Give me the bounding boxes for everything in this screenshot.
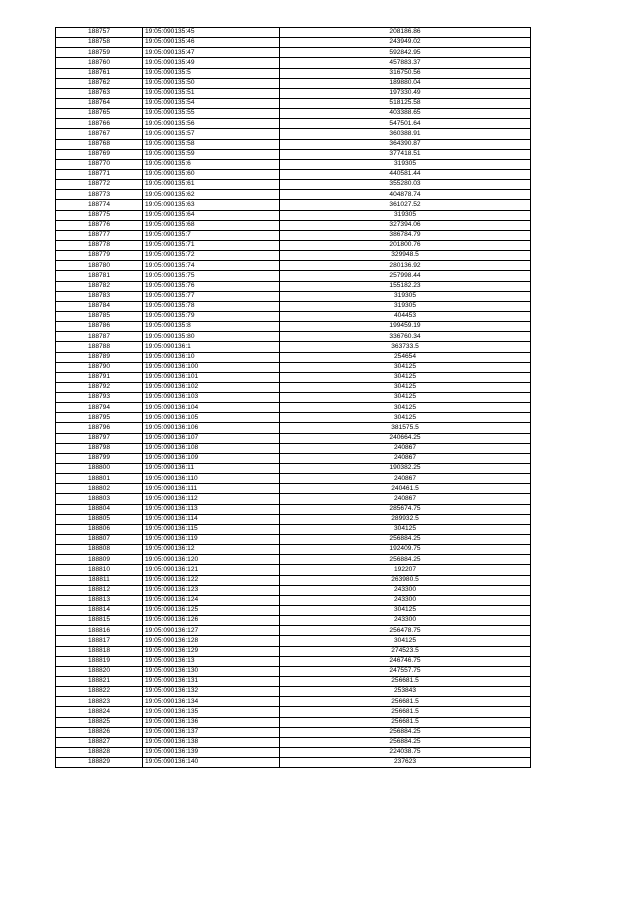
- cell-cadastral-number: 19:05:090135:77: [143, 291, 280, 301]
- cell-id: 188773: [56, 190, 143, 200]
- table-row: [56, 494, 531, 504]
- cell-cadastral-number: 19:05:090135:79: [143, 311, 280, 321]
- cell-id: 188796: [56, 423, 143, 433]
- cell-value: 304125: [280, 636, 531, 646]
- cell-cadastral-number: 19:05:090136:108: [143, 443, 280, 453]
- cell-cadastral-number: 19:05:090136:123: [143, 585, 280, 595]
- table-row: [56, 352, 531, 362]
- table-row: [56, 291, 531, 301]
- cell-cadastral-number: 19:05:090136:119: [143, 535, 280, 545]
- cell-value: 360388.91: [280, 129, 531, 139]
- table-row: [56, 595, 531, 605]
- cell-id: 188819: [56, 656, 143, 666]
- cell-value: 386784.79: [280, 230, 531, 240]
- cell-cadastral-number: 19:05:090136:125: [143, 606, 280, 616]
- table-row: [56, 78, 531, 88]
- cell-id: 188778: [56, 240, 143, 250]
- cell-cadastral-number: 19:05:090135:8: [143, 322, 280, 332]
- cell-value: 240867: [280, 453, 531, 463]
- table-row: [56, 28, 531, 38]
- cell-value: 243300: [280, 616, 531, 626]
- cell-value: 547501.64: [280, 119, 531, 129]
- cell-value: 240867: [280, 494, 531, 504]
- cell-cadastral-number: 19:05:090136:102: [143, 382, 280, 392]
- cell-value: 254654: [280, 352, 531, 362]
- cell-id: 188812: [56, 585, 143, 595]
- cell-value: 197330.49: [280, 88, 531, 98]
- cell-value: 457883.37: [280, 58, 531, 68]
- table-row: [56, 656, 531, 666]
- cell-value: 319305: [280, 291, 531, 301]
- cell-id: 188806: [56, 524, 143, 534]
- cell-cadastral-number: 19:05:090136:107: [143, 433, 280, 443]
- cell-id: 188825: [56, 717, 143, 727]
- table-row: [56, 271, 531, 281]
- table-row: [56, 190, 531, 200]
- table-row: [56, 98, 531, 108]
- cell-cadastral-number: 19:05:090135:76: [143, 281, 280, 291]
- cell-cadastral-number: 19:05:090135:49: [143, 58, 280, 68]
- table-row: [56, 535, 531, 545]
- cell-id: 188827: [56, 737, 143, 747]
- table-row: [56, 514, 531, 524]
- cell-value: 404453: [280, 311, 531, 321]
- cell-id: 188786: [56, 322, 143, 332]
- cell-value: 253843: [280, 687, 531, 697]
- table-row: [56, 758, 531, 768]
- cell-value: 381575.5: [280, 423, 531, 433]
- cell-value: 404878.74: [280, 190, 531, 200]
- cell-value: 440581.44: [280, 169, 531, 179]
- cell-value: 263980.5: [280, 575, 531, 585]
- cell-cadastral-number: 19:05:090136:134: [143, 697, 280, 707]
- cell-cadastral-number: 19:05:090136:113: [143, 504, 280, 514]
- cell-id: 188777: [56, 230, 143, 240]
- cell-id: 188776: [56, 220, 143, 230]
- cell-cadastral-number: 19:05:090135:45: [143, 28, 280, 38]
- table-row: [56, 616, 531, 626]
- cell-value: 304125: [280, 393, 531, 403]
- table-row: [56, 443, 531, 453]
- cell-cadastral-number: 19:05:090135:63: [143, 200, 280, 210]
- cell-cadastral-number: 19:05:090136:104: [143, 403, 280, 413]
- cell-cadastral-number: 19:05:090136:13: [143, 656, 280, 666]
- cell-id: 188799: [56, 453, 143, 463]
- cell-cadastral-number: 19:05:090136:140: [143, 758, 280, 768]
- cell-cadastral-number: 19:05:090136:136: [143, 717, 280, 727]
- table-row: [56, 484, 531, 494]
- cell-value: 240461.5: [280, 484, 531, 494]
- cell-id: 188823: [56, 697, 143, 707]
- table-row: [56, 453, 531, 463]
- cell-cadastral-number: 19:05:090136:138: [143, 737, 280, 747]
- table-row: [56, 220, 531, 230]
- cell-value: 304125: [280, 382, 531, 392]
- cell-cadastral-number: 19:05:090136:122: [143, 575, 280, 585]
- table-row: [56, 372, 531, 382]
- table-row: [56, 149, 531, 159]
- table-row: [56, 646, 531, 656]
- cell-value: 377418.51: [280, 149, 531, 159]
- cell-cadastral-number: 19:05:090135:47: [143, 48, 280, 58]
- cell-cadastral-number: 19:05:090135:57: [143, 129, 280, 139]
- cell-value: 240867: [280, 474, 531, 484]
- cell-cadastral-number: 19:05:090136:10: [143, 352, 280, 362]
- cell-cadastral-number: 19:05:090135:51: [143, 88, 280, 98]
- cell-value: 256681.5: [280, 707, 531, 717]
- cell-id: 188791: [56, 372, 143, 382]
- table-row: [56, 322, 531, 332]
- table-row: [56, 545, 531, 555]
- cell-value: 319305: [280, 301, 531, 311]
- cell-id: 188818: [56, 646, 143, 656]
- table-row: [56, 747, 531, 757]
- cell-value: 304125: [280, 413, 531, 423]
- table-row: [56, 524, 531, 534]
- cell-id: 188826: [56, 727, 143, 737]
- table-row: [56, 332, 531, 342]
- cell-id: 188793: [56, 393, 143, 403]
- cell-id: 188817: [56, 636, 143, 646]
- cell-id: 188760: [56, 58, 143, 68]
- table-row: [56, 606, 531, 616]
- cell-value: 304125: [280, 372, 531, 382]
- table-row: [56, 159, 531, 169]
- cell-value: 246746.75: [280, 656, 531, 666]
- table-row: [56, 626, 531, 636]
- cell-value: 190382.25: [280, 464, 531, 474]
- table-row: [56, 707, 531, 717]
- cell-id: 188770: [56, 159, 143, 169]
- cell-value: 243949.02: [280, 38, 531, 48]
- cell-cadastral-number: 19:05:090135:5: [143, 68, 280, 78]
- cell-value: 319305: [280, 159, 531, 169]
- cell-cadastral-number: 19:05:090136:126: [143, 616, 280, 626]
- cell-id: 188775: [56, 210, 143, 220]
- cell-value: 256681.5: [280, 697, 531, 707]
- cell-cadastral-number: 19:05:090136:128: [143, 636, 280, 646]
- cell-cadastral-number: 19:05:090136:11: [143, 464, 280, 474]
- cell-id: 188810: [56, 565, 143, 575]
- cell-id: 188816: [56, 626, 143, 636]
- table-row: [56, 230, 531, 240]
- cell-id: 188780: [56, 261, 143, 271]
- table-row: [56, 565, 531, 575]
- cell-cadastral-number: 19:05:090136:12: [143, 545, 280, 555]
- cell-cadastral-number: 19:05:090136:1: [143, 342, 280, 352]
- cell-value: 363733.5: [280, 342, 531, 352]
- cell-cadastral-number: 19:05:090135:68: [143, 220, 280, 230]
- table-row: [56, 666, 531, 676]
- cell-id: 188794: [56, 403, 143, 413]
- cell-value: 247557.75: [280, 666, 531, 676]
- cell-cadastral-number: 19:05:090135:80: [143, 332, 280, 342]
- cell-id: 188785: [56, 311, 143, 321]
- table-row: [56, 717, 531, 727]
- cell-cadastral-number: 19:05:090136:129: [143, 646, 280, 656]
- cell-cadastral-number: 19:05:090136:137: [143, 727, 280, 737]
- table-row: [56, 737, 531, 747]
- table-row: [56, 311, 531, 321]
- cell-value: 240867: [280, 443, 531, 453]
- table-row: [56, 169, 531, 179]
- cell-value: 336760.34: [280, 332, 531, 342]
- cell-cadastral-number: 19:05:090136:111: [143, 484, 280, 494]
- cell-value: 361027.52: [280, 200, 531, 210]
- cell-id: 188782: [56, 281, 143, 291]
- cell-id: 188772: [56, 180, 143, 190]
- cell-value: 285674.75: [280, 504, 531, 514]
- cell-id: 188802: [56, 484, 143, 494]
- cell-cadastral-number: 19:05:090136:124: [143, 595, 280, 605]
- cell-cadastral-number: 19:05:090136:130: [143, 666, 280, 676]
- cell-id: 188763: [56, 88, 143, 98]
- cell-cadastral-number: 19:05:090136:106: [143, 423, 280, 433]
- cell-cadastral-number: 19:05:090135:71: [143, 240, 280, 250]
- cell-cadastral-number: 19:05:090136:131: [143, 677, 280, 687]
- cell-id: 188809: [56, 555, 143, 565]
- cell-cadastral-number: 19:05:090135:46: [143, 38, 280, 48]
- cell-value: 592842.95: [280, 48, 531, 58]
- cell-cadastral-number: 19:05:090135:60: [143, 169, 280, 179]
- cell-value: 256681.5: [280, 717, 531, 727]
- cell-cadastral-number: 19:05:090135:72: [143, 251, 280, 261]
- cell-id: 188768: [56, 139, 143, 149]
- cell-id: 188801: [56, 474, 143, 484]
- cell-value: 280136.92: [280, 261, 531, 271]
- cell-value: 155182.23: [280, 281, 531, 291]
- table-row: [56, 210, 531, 220]
- cell-id: 188795: [56, 413, 143, 423]
- table-row: [56, 88, 531, 98]
- cell-id: 188824: [56, 707, 143, 717]
- table-row: [56, 129, 531, 139]
- cell-id: 188829: [56, 758, 143, 768]
- cell-value: 201800.76: [280, 240, 531, 250]
- cell-id: 188820: [56, 666, 143, 676]
- cell-id: 188798: [56, 443, 143, 453]
- cell-id: 188765: [56, 109, 143, 119]
- cell-id: 188790: [56, 362, 143, 372]
- table-row: [56, 575, 531, 585]
- table-row: [56, 464, 531, 474]
- cell-id: 188822: [56, 687, 143, 697]
- table-row: [56, 474, 531, 484]
- cell-value: 403388.65: [280, 109, 531, 119]
- cell-id: 188811: [56, 575, 143, 585]
- cell-value: 256884.25: [280, 737, 531, 747]
- cell-id: 188771: [56, 169, 143, 179]
- cell-cadastral-number: 19:05:090136:114: [143, 514, 280, 524]
- table-row: [56, 119, 531, 129]
- cell-cadastral-number: 19:05:090136:115: [143, 524, 280, 534]
- table-row: [56, 697, 531, 707]
- cell-cadastral-number: 19:05:090136:132: [143, 687, 280, 697]
- table-row: [56, 58, 531, 68]
- cell-value: 257998.44: [280, 271, 531, 281]
- cell-id: 188797: [56, 433, 143, 443]
- cell-id: 188779: [56, 251, 143, 261]
- cell-id: 188813: [56, 595, 143, 605]
- cell-cadastral-number: 19:05:090136:100: [143, 362, 280, 372]
- cell-id: 188808: [56, 545, 143, 555]
- cell-id: 188821: [56, 677, 143, 687]
- table-row: [56, 403, 531, 413]
- cell-value: 192409.75: [280, 545, 531, 555]
- cell-cadastral-number: 19:05:090136:135: [143, 707, 280, 717]
- cell-value: 319305: [280, 210, 531, 220]
- cell-id: 188805: [56, 514, 143, 524]
- cell-cadastral-number: 19:05:090135:64: [143, 210, 280, 220]
- cell-id: 188767: [56, 129, 143, 139]
- cell-cadastral-number: 19:05:090135:54: [143, 98, 280, 108]
- cell-cadastral-number: 19:05:090135:59: [143, 149, 280, 159]
- cell-cadastral-number: 19:05:090135:75: [143, 271, 280, 281]
- cell-value: 304125: [280, 524, 531, 534]
- cell-value: 289932.5: [280, 514, 531, 524]
- cell-id: 188766: [56, 119, 143, 129]
- cell-id: 188774: [56, 200, 143, 210]
- cell-id: 188800: [56, 464, 143, 474]
- cell-id: 188758: [56, 38, 143, 48]
- cell-id: 188828: [56, 747, 143, 757]
- data-table: [55, 27, 531, 768]
- table-row: [56, 687, 531, 697]
- cell-value: 304125: [280, 403, 531, 413]
- cell-value: 256478.75: [280, 626, 531, 636]
- table-row: [56, 251, 531, 261]
- cell-id: 188803: [56, 494, 143, 504]
- cell-value: 274523.5: [280, 646, 531, 656]
- table-row: [56, 180, 531, 190]
- cell-id: 188769: [56, 149, 143, 159]
- table-row: [56, 38, 531, 48]
- cell-value: 192207: [280, 565, 531, 575]
- cell-value: 240664.25: [280, 433, 531, 443]
- cell-value: 199459.19: [280, 322, 531, 332]
- cell-cadastral-number: 19:05:090135:56: [143, 119, 280, 129]
- cell-cadastral-number: 19:05:090135:78: [143, 301, 280, 311]
- table-row: [56, 555, 531, 565]
- cell-cadastral-number: 19:05:090136:109: [143, 453, 280, 463]
- cell-value: 304125: [280, 362, 531, 372]
- cell-id: 188789: [56, 352, 143, 362]
- cell-id: 188764: [56, 98, 143, 108]
- cell-cadastral-number: 19:05:090136:121: [143, 565, 280, 575]
- cell-id: 188804: [56, 504, 143, 514]
- cell-value: 327394.06: [280, 220, 531, 230]
- table-row: [56, 636, 531, 646]
- cell-cadastral-number: 19:05:090136:127: [143, 626, 280, 636]
- table-row: [56, 423, 531, 433]
- table-row: [56, 382, 531, 392]
- cell-value: 256884.25: [280, 535, 531, 545]
- cell-cadastral-number: 19:05:090136:139: [143, 747, 280, 757]
- cell-cadastral-number: 19:05:090136:120: [143, 555, 280, 565]
- cell-value: 243300: [280, 595, 531, 605]
- cell-cadastral-number: 19:05:090135:50: [143, 78, 280, 88]
- cell-value: 189880.04: [280, 78, 531, 88]
- cell-cadastral-number: 19:05:090135:58: [143, 139, 280, 149]
- cell-cadastral-number: 19:05:090135:55: [143, 109, 280, 119]
- table-row: [56, 281, 531, 291]
- cell-id: 188757: [56, 28, 143, 38]
- cell-value: 364390.87: [280, 139, 531, 149]
- cell-value: 237623: [280, 758, 531, 768]
- cell-cadastral-number: 19:05:090136:101: [143, 372, 280, 382]
- cell-id: 188807: [56, 535, 143, 545]
- cell-value: 224038.75: [280, 747, 531, 757]
- table-row: [56, 240, 531, 250]
- cell-id: 188788: [56, 342, 143, 352]
- cell-value: 316750.56: [280, 68, 531, 78]
- cell-id: 188784: [56, 301, 143, 311]
- cell-id: 188792: [56, 382, 143, 392]
- table-row: [56, 139, 531, 149]
- table-row: [56, 109, 531, 119]
- table-row: [56, 393, 531, 403]
- table-row: [56, 727, 531, 737]
- table-row: [56, 200, 531, 210]
- table-row: [56, 677, 531, 687]
- table-row: [56, 48, 531, 58]
- cell-id: 188783: [56, 291, 143, 301]
- cell-value: 518125.58: [280, 98, 531, 108]
- cell-value: 256884.25: [280, 555, 531, 565]
- table-row: [56, 362, 531, 372]
- cell-value: 304125: [280, 606, 531, 616]
- table-row: [56, 68, 531, 78]
- table-row: [56, 504, 531, 514]
- cell-id: 188814: [56, 606, 143, 616]
- cell-value: 243300: [280, 585, 531, 595]
- cell-id: 188761: [56, 68, 143, 78]
- cell-cadastral-number: 19:05:090135:74: [143, 261, 280, 271]
- cell-cadastral-number: 19:05:090136:105: [143, 413, 280, 423]
- table-row: [56, 261, 531, 271]
- table-row: [56, 413, 531, 423]
- cell-cadastral-number: 19:05:090136:103: [143, 393, 280, 403]
- table-row: [56, 585, 531, 595]
- cell-cadastral-number: 19:05:090135:7: [143, 230, 280, 240]
- table-row: [56, 342, 531, 352]
- cell-cadastral-number: 19:05:090136:110: [143, 474, 280, 484]
- cell-value: 256681.5: [280, 677, 531, 687]
- table-body: [56, 28, 531, 768]
- cell-cadastral-number: 19:05:090135:61: [143, 180, 280, 190]
- cell-id: 188781: [56, 271, 143, 281]
- cell-value: 256884.25: [280, 727, 531, 737]
- cell-value: 208186.86: [280, 28, 531, 38]
- cell-id: 188787: [56, 332, 143, 342]
- table-row: [56, 301, 531, 311]
- cell-value: 355280.03: [280, 180, 531, 190]
- cell-id: 188815: [56, 616, 143, 626]
- cell-value: 329948.5: [280, 251, 531, 261]
- cell-cadastral-number: 19:05:090135:6: [143, 159, 280, 169]
- cell-cadastral-number: 19:05:090136:112: [143, 494, 280, 504]
- cell-cadastral-number: 19:05:090135:62: [143, 190, 280, 200]
- table-row: [56, 433, 531, 443]
- cell-id: 188762: [56, 78, 143, 88]
- cell-id: 188759: [56, 48, 143, 58]
